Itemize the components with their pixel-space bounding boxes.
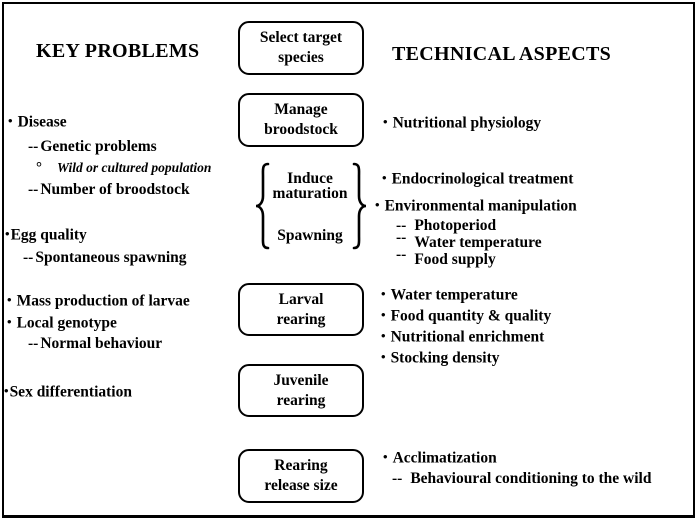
item-label: Stocking density: [390, 349, 500, 367]
bullet-icon: •: [375, 197, 380, 212]
item-label: Sex differentiation: [9, 383, 132, 401]
flow-box-rearing-release-size: [238, 449, 364, 503]
box-label-line: Rearing: [274, 457, 328, 474]
flow-box-juvenile-rearing: [238, 364, 364, 417]
key-problem-disease: [8, 111, 67, 132]
box-label-line: broodstock: [264, 121, 338, 138]
item-label: Local genotype: [16, 314, 117, 332]
bullet-icon: •: [383, 114, 388, 129]
item-label: Food quantity & quality: [390, 307, 552, 325]
item-label: Normal behaviour: [40, 335, 163, 352]
bullet-icon: •: [7, 314, 12, 329]
key-problem-genetic-problems: [28, 137, 157, 156]
bullet-icon: •: [382, 170, 387, 185]
bullet-icon: •: [5, 226, 10, 241]
box-label-line: Manage: [274, 101, 328, 118]
bullet-icon: •: [381, 328, 386, 343]
technical-aspect-nutritional-enrichment: [381, 326, 544, 347]
key-problem-sex-differentiation: [4, 381, 132, 402]
dash-icon: --: [396, 246, 407, 263]
item-label: Environmental manipulation: [384, 197, 577, 215]
item-label: Water temperature: [414, 234, 542, 251]
item-label: Wild or cultured population: [57, 160, 212, 175]
item-label: Endocrinological treatment: [391, 170, 574, 188]
dash-icon: --: [28, 138, 39, 155]
technical-aspect-nutritional-physiology: [383, 112, 541, 133]
technical-aspect-acclimatization: [383, 447, 497, 468]
key-problem-local-genotype: [7, 312, 117, 333]
box-label-line: species: [278, 49, 324, 66]
right-brace-icon: [352, 162, 369, 250]
box-label-line: Juvenile: [273, 371, 329, 389]
bullet-icon: •: [7, 292, 12, 307]
bullet-icon: •: [381, 349, 386, 364]
key-problem-egg-quality: [5, 224, 87, 245]
item-label: Disease: [17, 113, 67, 131]
dash-icon: --: [392, 470, 403, 487]
item-label: Nutritional enrichment: [390, 328, 545, 346]
technical-aspect-stocking-density: [381, 347, 500, 368]
item-label: Photoperiod: [414, 217, 497, 234]
key-problem-number-of-broodstock: [28, 180, 190, 199]
dash-icon: --: [28, 335, 39, 352]
item-label: Behavioural conditioning to the wild: [410, 470, 652, 487]
key-problems-title: KEY PROBLEMS: [36, 40, 200, 62]
item-label: Genetic problems: [40, 138, 157, 155]
brace-stage-induce-line: Induce: [287, 170, 333, 187]
box-label-line: rearing: [276, 391, 326, 409]
box-label-line: Larval: [278, 290, 324, 308]
item-label: Spontaneous spawning: [35, 249, 187, 266]
technical-aspect-water-temperature: [381, 284, 518, 305]
dash-icon: --: [396, 217, 407, 234]
key-problem-spontaneous-spawning: [23, 248, 187, 267]
dash-icon: --: [396, 229, 407, 246]
flow-box-larval-rearing: [238, 283, 364, 336]
item-label: Acclimatization: [392, 449, 497, 467]
key-problem-mass-production-of-larvae: [7, 290, 190, 311]
item-label: Food supply: [414, 251, 496, 268]
bullet-icon: •: [381, 307, 386, 322]
technical-aspect-behavioural-conditioning: [392, 469, 651, 488]
key-problem-normal-behaviour: [28, 334, 162, 353]
key-problem-wild-or-cultured: [36, 158, 211, 178]
bullet-icon: •: [8, 113, 13, 128]
item-label: Number of broodstock: [40, 181, 190, 198]
technical-aspect-food-supply: [396, 246, 496, 269]
technical-aspect-environmental-manipulation: [375, 195, 577, 216]
item-label: Nutritional physiology: [392, 114, 542, 132]
box-label-line: rearing: [276, 310, 326, 328]
item-label: Mass production of larvae: [16, 292, 190, 310]
bullet-icon: •: [4, 383, 9, 398]
technical-aspect-food-quantity-quality: [381, 305, 551, 326]
box-label-line: Select target: [259, 29, 343, 46]
bullet-icon: •: [383, 449, 388, 464]
flow-box-manage-broodstock: [238, 93, 364, 147]
technical-aspects-title: TECHNICAL ASPECTS: [392, 43, 612, 65]
dash-icon: --: [28, 181, 39, 198]
flow-box-select-target-species: [238, 21, 364, 75]
bullet-icon: •: [381, 286, 386, 301]
item-label: Water temperature: [390, 286, 518, 304]
degree-bullet-icon: °: [36, 160, 42, 176]
box-label-line: release size: [264, 477, 338, 494]
item-label: Egg quality: [10, 226, 87, 244]
dash-icon: --: [23, 249, 34, 266]
brace-stage-spawning-line: Spawning: [277, 227, 343, 244]
brace-stage-maturation-line: maturation: [272, 185, 348, 202]
technical-aspect-endocrinological-treatment: [382, 168, 573, 189]
